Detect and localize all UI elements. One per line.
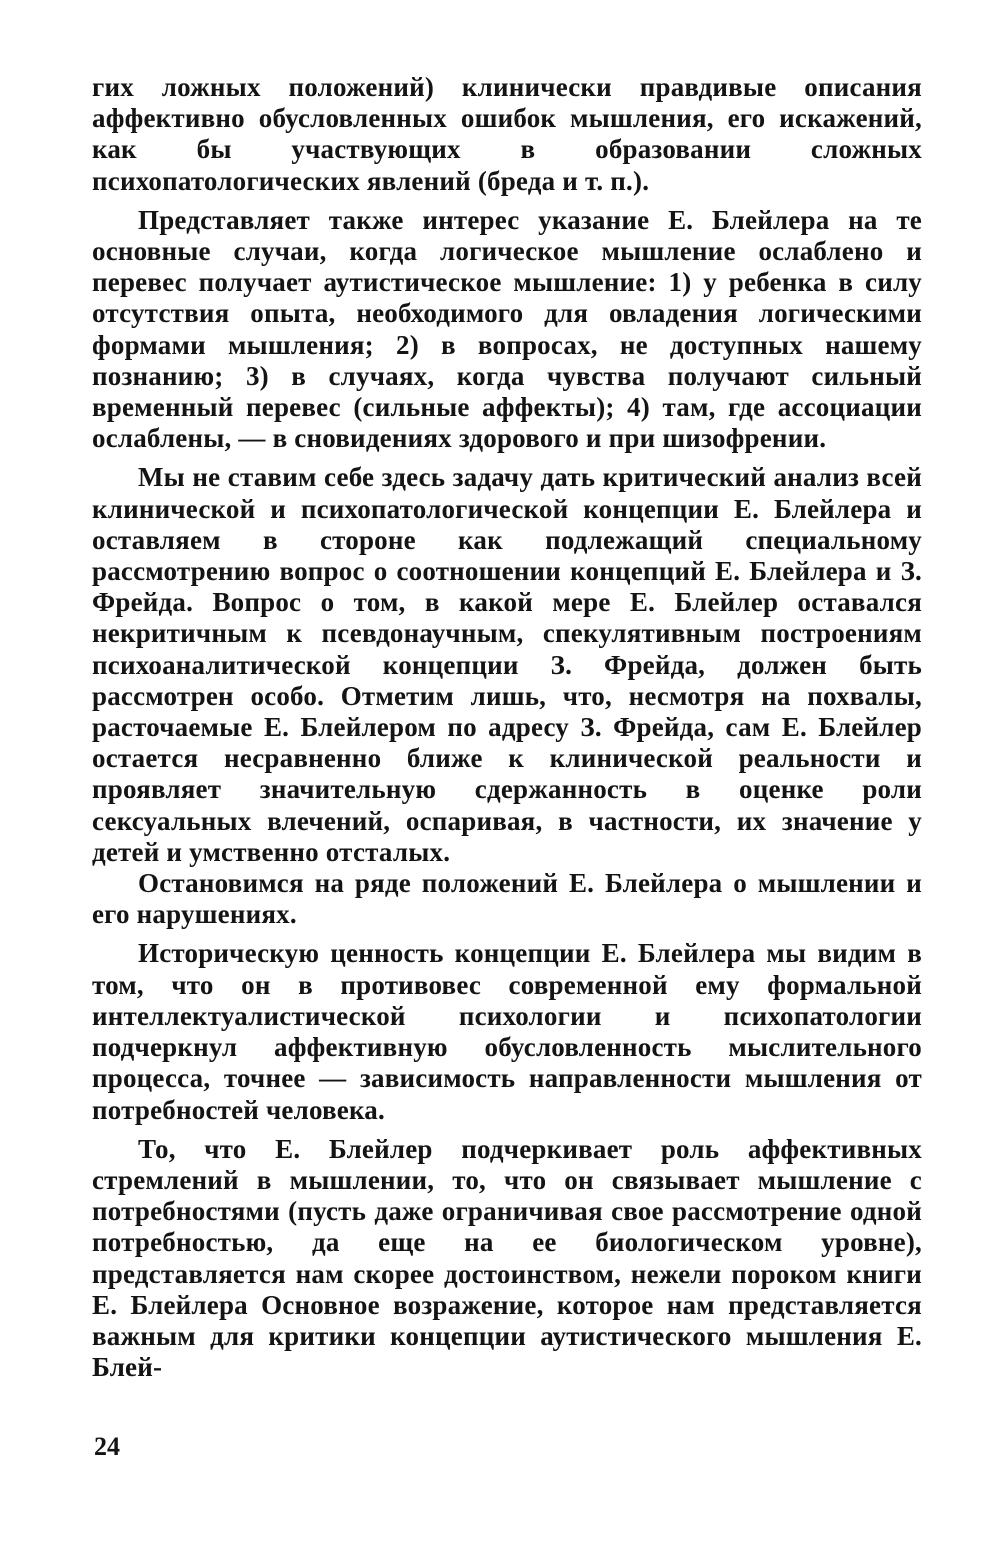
paragraph-5: Историческую ценность концепции Е. Блейлера мы видим в том, что он в противовес современной ему формальной интеллектуалистической психологии и психопатологии подчеркнул аффективную обусловленность мыслительного процесса, точнее — зависимость направленности мышления от потребностей человека. [92,938,922,1125]
paragraph-2: Представляет также интерес указание Е. Блейлера на те основные случаи, когда логическое мышление ослаблено и перевес получает аутистическое мышление: 1) у ребенка в силу отсутствия опыта, необходимого для овладения логическими формами мышления; 2) в вопросах, не доступных нашему познанию; 3) в случаях, когда чувства получают сильный временный перевес (сильные аффекты); 4) там, где ассоциации ослаблены, — в сновидениях здорового и при шизофрении. [92,204,922,454]
paragraph-1: гих ложных положений) клинически правдивые описания аффективно обусловленных ошибок мышления, его искажений, как бы участвующих в образовании сложных психопатологических явлений (бреда и т. п.). [92,72,922,196]
page-number: 24 [94,1432,120,1461]
paragraph-4: Остановимся на ряде положений Е. Блейлера о мышлении и его нарушениях. [92,868,922,930]
paragraph-6: То, что Е. Блейлер подчеркивает роль аффективных стремлений в мышлении, то, что он связывает мышление с потребностями (пусть даже ограничивая свое рассмотрение одной потребностью, да еще на ее биологическом уровне), представляется нам скорее достоинством, нежели пороком книги Е. Блейлера Основное возражение, которое нам представляется важным для критики концепции аутистического мышления Е. Блей- [92,1133,922,1383]
paragraph-3: Мы не ставим себе здесь задачу дать критический анализ всей клинической и психопатологической концепции Е. Блейлера и оставляем в стороне как подлежащий специальному рассмотрению вопрос о соотношении концепций Е. Блейлера и З. Фрейда. Вопрос о том, в какой мере Е. Блейлер оставался некритичным к псевдонаучным, спекулятивным построениям психоаналитической концепции З. Фрейда, должен быть рассмотрен особо. Отметим лишь, что, несмотря на похвалы, расточаемые Е. Блейлером по адресу З. Фрейда, сам Е. Блейлер остается несравненно ближе к клинической реальности и проявляет значительную сдержанность в оценке роли сексуальных влечений, оспаривая, в частности, их значение у детей и умственно отсталых. [92,462,922,867]
